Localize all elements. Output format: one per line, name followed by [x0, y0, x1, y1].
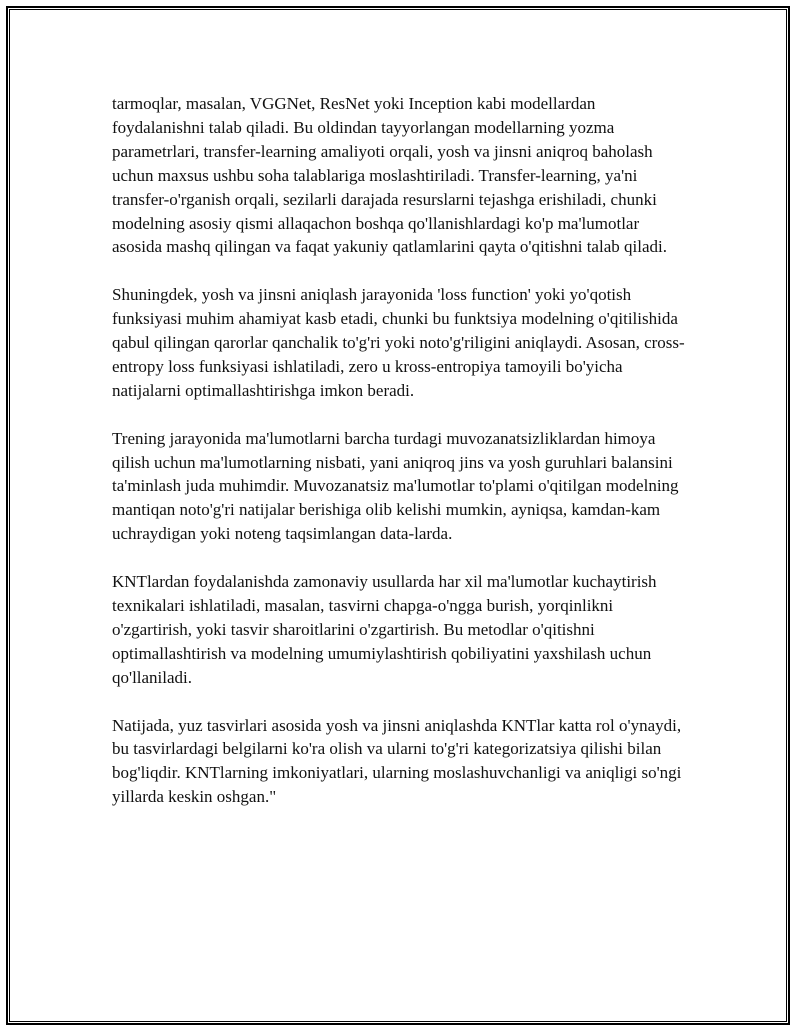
paragraph-1: tarmoqlar, masalan, VGGNet, ResNet yoki Inception kabi modellardan foydalanishni talab qiladi. Bu oldindan tayyorlangan modellarning yozma parametrlari, transfer-learning amaliyoti orqali, yosh va jinsni aniqroq baholash uchun maxsus ushbu soha talablariga moslashtiriladi. Transfer-learning, ya'ni transfer-o'rganish orqali, sezilarli darajada resurslarni tejashga erishiladi, chunki modelning asosiy qismi allaqachon boshqa qo'llanishlardagi ko'p ma'lumotlar asosida mashq qilingan va faqat yakuniy qatlamlarini qayta o'qitishni talab qiladi. [112, 94, 667, 257]
paragraph-5: Natijada, yuz tasvirlari asosida yosh va jinsni aniqlashda KNTlar katta rol o'ynaydi, bu tasvirlardagi belgilarni ko'ra olish va ularni to'g'ri kategorizatsiya qilishi bilan bog'liqdir. KNTlarning imkoniyatlari, ularning moslashuvchanligi va aniqligi so'ngi yillarda keskin oshgan." [112, 715, 682, 807]
paragraph-2: Shuningdek, yosh va jinsni aniqlash jarayonida 'loss function' yoki yo'qotish funksiyasi muhim ahamiyat kasb etadi, chunki bu funktsiya modelning o'qitilishida qabul qilingan qarorlar qanchalik to'g'ri yoki noto'g'riligini aniqlaydi. Asosan, cross-entropy loss funksiyasi ishlatiladi, zero u kross-entropiya tamoyili bo'yicha natijalarni optimallashtirishga imkon beradi. [112, 285, 685, 400]
paragraph-4: KNTlardan foydalanishda zamonaviy usullarda har xil ma'lumotlar kuchaytirish texnikalari ishlatiladi, masalan, tasvirni chapga-o'ngga burish, yorqinlikni o'zgartirish, yoki tasvir sharoitlarini o'zgartirish. Bu metodlar o'qitishni optimallashtirish va modelning umumiylashtirish qobiliyatini yaxshilash uchun qo'llaniladi. [112, 572, 657, 687]
paragraph-3: Trening jarayonida ma'lumotlarni barcha turdagi muvozanatsizliklardan himoya qilish uchun ma'lumotlarning nisbati, yani aniqroq jins va yosh guruhlari balansini ta'minlash juda muhimdir. Muvozanatsiz ma'lumotlar to'plami o'qitilgan modelning mantiqan noto'g'ri natijalar berishiga olib kelishi mumkin, ayniqsa, kamdan-kam uchraydigan yoki noteng taqsimlangan data-larda. [112, 428, 679, 544]
document-body [112, 92, 692, 833]
